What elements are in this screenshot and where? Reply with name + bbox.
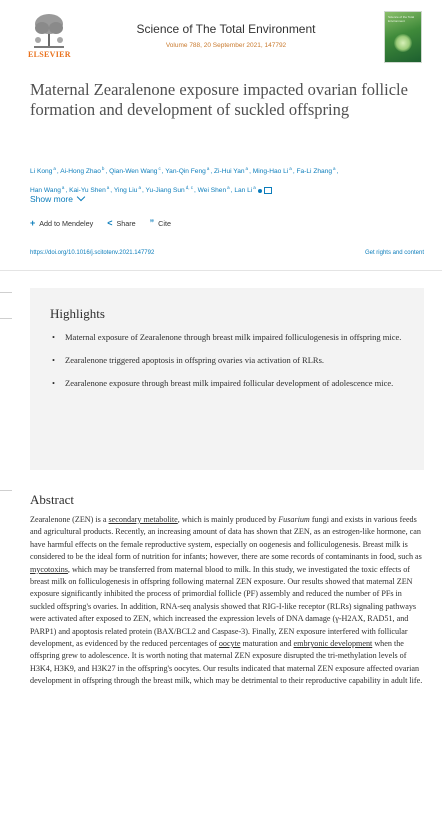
author-link[interactable]: Qian-Wen Wang$^c$ [109, 166, 161, 176]
topic-link-mycotoxins[interactable]: mycotoxins [30, 564, 68, 574]
author-link[interactable]: Li Kong$^a$ [30, 166, 56, 176]
author-link[interactable]: Yan-Qin Feng$^a$ [165, 166, 210, 176]
elsevier-tree-icon [28, 10, 70, 50]
show-more-label: Show more [30, 194, 73, 204]
article-actions [30, 218, 183, 228]
topic-link-secondary-metabolite[interactable]: secondary metabolite [108, 515, 178, 524]
elsevier-wordmark: ELSEVIER [28, 50, 71, 59]
chevron-down-icon [77, 193, 85, 201]
share-icon: < [107, 218, 113, 228]
share-label: Share [116, 219, 136, 228]
doi-link[interactable]: https://doi.org/10.1016/j.scitotenv.2021.147792 [30, 250, 155, 256]
author-link[interactable]: Ying Liu$^a$ [113, 185, 141, 195]
rights-link[interactable]: Get rights and content [364, 250, 424, 256]
share-button[interactable] [107, 218, 135, 228]
cover-art [394, 34, 412, 52]
abstract-heading: Abstract [30, 492, 75, 507]
add-to-mendeley-label: Add to Mendeley [39, 219, 94, 228]
plus-icon: + [30, 218, 36, 228]
highlights-section [30, 288, 424, 470]
author-link[interactable]: Lan Li$^a$ [234, 185, 256, 195]
author-link[interactable]: Kai-Yu Shen$^a$ [69, 185, 110, 195]
quote-icon: ” [149, 218, 155, 228]
highlight-item: • Zearalenone exposure through breast milk impaired follicular development of adolescence mice. [52, 378, 394, 388]
divider [0, 270, 442, 271]
highlights-heading: Highlights [50, 306, 105, 321]
cite-label: Cite [158, 219, 171, 228]
side-outline-marker [0, 490, 12, 491]
add-to-mendeley-button[interactable] [30, 218, 93, 228]
journal-cover-image[interactable] [384, 11, 422, 63]
cite-button[interactable] [150, 218, 171, 228]
author-link[interactable]: Zi-Hui Yan$^a$ [214, 166, 249, 176]
elsevier-logo[interactable] [28, 10, 70, 62]
side-outline-marker [0, 292, 12, 293]
volume-link[interactable]: Volume 788, 20 September 2021, 147792 [165, 42, 287, 49]
side-outline-marker [0, 318, 12, 319]
abstract-text: Zearalenone (ZEN) is a secondary metabolite, which is mainly produced by Fusarium fungi and exists in various feeds and agricultural products. Recently, an increasing amount of data has shown that ZEN, as an estrogen-like hormone, can have harmful effects on the female reproductive system, especially on oogenesis and folliculogenesis. Breast milk is considered to be the ideal form of nutrition for infants; however, there are some records of contaminants in food, such as mycotoxins, which may be transferred from maternal blood to milk. In this study, we investigated the toxic effects of breast milk on folliculogenesis in offspring following maternal ZEN exposure. Our results showed that maternal ZEN exposure significantly inhibited the process of primordial follicle (PF) assembly and reduced the number of PFs in suckled offspring's ovaries. In addition, RNA-seq analysis showed that RIG-I-like receptor (RLRs) signaling pathways were activated after exposed to ZEN, which increased the expression levels of DNA damage (γ-H2AX, RAD51, and PARP1) and apoptosis related protein (BAX/BCL2 and Caspase-3). Finally, ZEN exposure interfered with follicular development, as evidenced by the reduced percentages of oocyte maturation and embryonic development when the offspring grew to adolescence. It is worth noting that maternal ZEN exposure disrupted the tri-methylation levels of H3K4, H3K9, and H3K27 in the offspring's oocytes. Our results indicated that maternal ZEN exposure affected ovarian development in offspring through the breast milk, which may be detrimental to their reproductive capability in adult life. [30, 515, 423, 686]
author-link[interactable]: Ai-Hong Zhao$^b$ [60, 166, 105, 176]
mail-icon[interactable] [264, 187, 272, 194]
topic-link-oocyte[interactable]: oocyte [218, 639, 241, 649]
show-more-button[interactable] [30, 194, 84, 204]
highlight-item: • Zearalenone triggered apoptosis in offspring ovaries via activation of RLRs. [52, 355, 325, 365]
article-header [0, 0, 442, 72]
author-link[interactable]: Fa-Li Zhang$^a$ [296, 166, 336, 176]
author-link[interactable]: Han Wang$^a$ [30, 185, 65, 195]
journal-name-link[interactable]: Science of The Total Environment [136, 22, 316, 36]
author-link[interactable]: Ming-Hao Li$^a$ [252, 166, 292, 176]
cover-title: Science of the Total Environment [388, 15, 415, 23]
author-link[interactable]: Wei Shen$^a$ [197, 185, 230, 195]
highlights-list [50, 331, 406, 400]
article-title: Maternal Zearalenone exposure impacted ovarian follicle formation and development of suckled offspring [30, 80, 408, 119]
author-link[interactable]: Yu-Jiang Sun$^{d, c}$ [145, 185, 193, 195]
highlight-item: • Maternal exposure of Zearalenone through breast milk impaired folliculogenesis in offspring mice. [52, 332, 402, 342]
person-icon [258, 189, 262, 193]
topic-link-embryonic-development[interactable]: embryonic development [293, 639, 373, 649]
author-list: Li Kong$^a$, Ai-Hong Zhao$^b$, Qian-Wen Wang$^c$, Yan-Qin Feng$^a$, Zi-Hui Yan$^a$, Ming-Hao Li$^a$, Fa-Li Zhang$^a$, Han Wang$^a$, Kai-Yu Shen$^a$, Ying Liu$^a$, Yu-Jiang Sun$^{d, c}$, Wei Shen$^a$, Lan Li$^a$ [30, 166, 339, 195]
